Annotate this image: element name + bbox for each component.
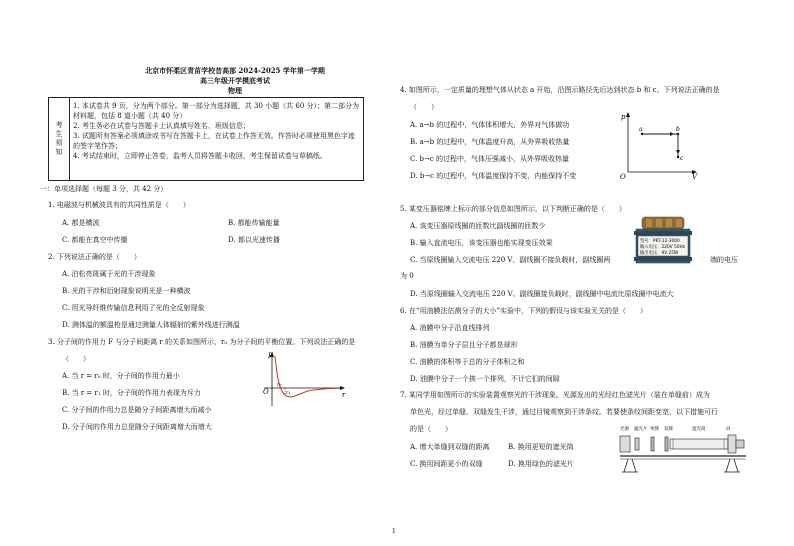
q2-option-d[interactable]: D. 测体温的额温枪是通过测量人体辐射的紫外线进行测温 — [62, 321, 240, 329]
state-c-label: c — [680, 155, 684, 162]
force-distance-graph — [258, 350, 348, 410]
q4-stem: 4. 如图所示，一定质量的理想气体从状态 a 开始，沿图示路径先后达到状态 b 和 c。下列说法正确的是 — [400, 86, 720, 94]
q7-stem-line1: 7. 某同学用如图所示的实验装置观察光的干涉现象。光源发出的光经红色滤光片（装在单缝前）成为 — [400, 391, 710, 399]
notice-item: 2. 考生务必在试卷与答题卡上认真填写姓名、班级信息； — [73, 122, 250, 130]
q1-option-b[interactable]: B. 都能传输能量 — [228, 219, 280, 227]
label-light-source: 光源 — [620, 427, 629, 432]
q4-option-c[interactable]: C. b→c 的过程中，气体压强减小，从外界吸收热量 — [410, 155, 570, 163]
q5-option-c[interactable]: C. 当原线圈输入交流电压 220 V、副线圈不接负载时，副线圈两 — [410, 256, 611, 264]
q2-option-a[interactable]: A. 泊松亮斑属于光的干涉现象 — [62, 270, 156, 278]
q3-option-d[interactable]: D. 分子间的作用力总是随分子间距离增大而增大 — [62, 423, 212, 431]
q5-option-c-end: 为 0 — [400, 272, 414, 280]
q3-stem: 3. 分子间的作用力 F 与分子间距离 r 的关系如图所示，r₀ 为分子间的平衡位置。下列说法正确的是 — [48, 338, 356, 346]
nameplate-input: 输入电压：220V 50Hz — [640, 245, 685, 250]
q6-option-c[interactable]: C. 油膜的体积等于总的分子体积之和 — [410, 358, 525, 366]
q7-stem-line2: 单色光，经过单缝、双缝发生干涉，通过目镜观察到干涉条纹。若要使条纹间距变宽，以下措施可行 — [410, 408, 718, 416]
exam-title-line2: 高三年级开学摸底考试 — [200, 76, 270, 85]
pv-diagram — [618, 110, 700, 180]
axis-label-v: V — [692, 173, 698, 180]
notice-item: 1. 本试卷共 9 页，分为两个部分。第一部分为选择题，共 30 小题（共 60 分）；第二部分为材料题，包括 8 道小题（共 40 分） — [73, 102, 360, 120]
section-heading: 一：单项选择题（每题 3 分，共 42 分） — [40, 185, 168, 193]
q7-option-b[interactable]: B. 换用更短的遮光筒 — [508, 443, 574, 451]
label-screen: 屏 — [726, 427, 731, 432]
q6-stem: 6. 在“用油膜法估测分子的大小”实验中，下列的假设与该实验无关的是（ ） — [400, 307, 648, 315]
nameplate-output: 输出电压：9V 25W — [640, 251, 679, 256]
axis-label-f: F — [268, 352, 273, 360]
q5-stem: 5. 某变压器铭牌上标示的部分信息如图所示，以下判断正确的是（ ） — [400, 205, 626, 213]
q6-option-d[interactable]: D. 油膜中分子一个挨一个排列，不计它们的间隙 — [410, 375, 560, 383]
q6-option-b[interactable]: B. 油膜为单分子层且分子都是球形 — [410, 341, 518, 349]
label-double-slit: 双缝 — [664, 427, 673, 432]
r0-label: r₀ — [277, 382, 282, 388]
q7-option-d[interactable]: D. 换用绿色的滤光片 — [508, 460, 574, 468]
axis-label-r: r — [342, 391, 346, 399]
q3-option-c[interactable]: C. 分子间的作用力总是随分子间距离增大而减小 — [62, 406, 212, 414]
q7-stem-line3: 的是（ ） — [410, 425, 452, 433]
label-single-slit: 单缝 — [650, 427, 659, 432]
notice-items — [73, 101, 361, 161]
q4-paren: （ ） — [410, 103, 438, 111]
page-number: 1 — [392, 528, 396, 535]
label-tube: 遮光筒 — [692, 427, 706, 432]
q3-option-a[interactable]: A. 当 r = r₀ 时，分子间的作用力最小 — [62, 372, 180, 380]
q1-option-c[interactable]: C. 都能在真空中传播 — [62, 236, 128, 244]
q4-option-b[interactable]: B. a→b 的过程中，气体温度升高，从外界吸收热量 — [410, 138, 570, 146]
q6-option-a[interactable]: A. 油膜中分子沿直线排列 — [410, 324, 490, 332]
q7-option-c[interactable]: C. 换用间距更小的双缝 — [410, 460, 483, 468]
q4-option-d[interactable]: D. b→c 的过程中，气体温度保持不变，内能保持不变 — [410, 172, 577, 180]
q1-stem: 1. 电磁波与机械波具有的共同性质是（ ） — [48, 201, 190, 209]
q5-option-c-cont: 端的电压 — [710, 256, 738, 264]
q1-option-d[interactable]: D. 都以光速传播 — [228, 236, 280, 244]
q5-option-b[interactable]: B. 输入直流电压，该变压器也能实现变压效果 — [410, 239, 553, 247]
notice-item: 4. 考试结束时，立即停止答卷，监考人员将答题卡收回，考生保留试卷与草稿纸。 — [73, 152, 327, 160]
double-slit-apparatus — [618, 422, 752, 476]
label-filter: 滤光片 — [634, 427, 648, 432]
q2-option-b[interactable]: B. 光的干涉和衍射现象说明光是一种横波 — [62, 287, 191, 295]
q3-paren: （ ） — [62, 355, 90, 363]
q2-option-c[interactable]: C. 用光导纤维传输信息利用了光的全反射现象 — [62, 304, 205, 312]
notice-item: 3. 试题所有答案必须填涂或书写在答题卡上，在试卷上作答无效。作答时必须使用黑色字迹的签字笔作答； — [73, 132, 355, 150]
notice-label: 考 生 须 知 — [49, 98, 70, 180]
candidate-notice-box — [48, 97, 364, 181]
q2-stem: 2. 下列说法正确的是（ ） — [48, 253, 141, 261]
exam-subject: 物理 — [228, 86, 242, 95]
state-b-label: b — [676, 126, 680, 133]
q5-option-a[interactable]: A. 该变压器原线圈的匝数比副线圈的匝数少 — [410, 222, 546, 230]
q1-option-a[interactable]: A. 都是横波 — [62, 219, 100, 227]
origin-label: O — [620, 173, 626, 180]
q5-option-d[interactable]: D. 当原线圈输入交流电压 220 V、副线圈接负载时，副线圈中电流比原线圈中电流大 — [410, 290, 674, 298]
r1-label: r₁ — [286, 390, 291, 396]
q4-option-a[interactable]: A. a→b 的过程中，气体体积增大，外界对气体做功 — [410, 121, 570, 129]
axis-label-p: p — [621, 113, 626, 121]
transformer-image — [628, 215, 698, 267]
q3-option-b[interactable]: B. 当 r = r₁ 时，分子间的作用力表现为斥力 — [62, 389, 201, 397]
nameplate-model: 型号：PKT-12-3000 — [640, 239, 680, 244]
exam-title-line1: 北京市怀柔区青苗学校昔高部 2024-2025 学年第一学期 — [145, 66, 325, 75]
q7-option-a[interactable]: A. 增大单缝到双缝的距离 — [410, 443, 490, 451]
origin-label: O — [263, 388, 269, 396]
state-a-label: a — [639, 126, 643, 133]
